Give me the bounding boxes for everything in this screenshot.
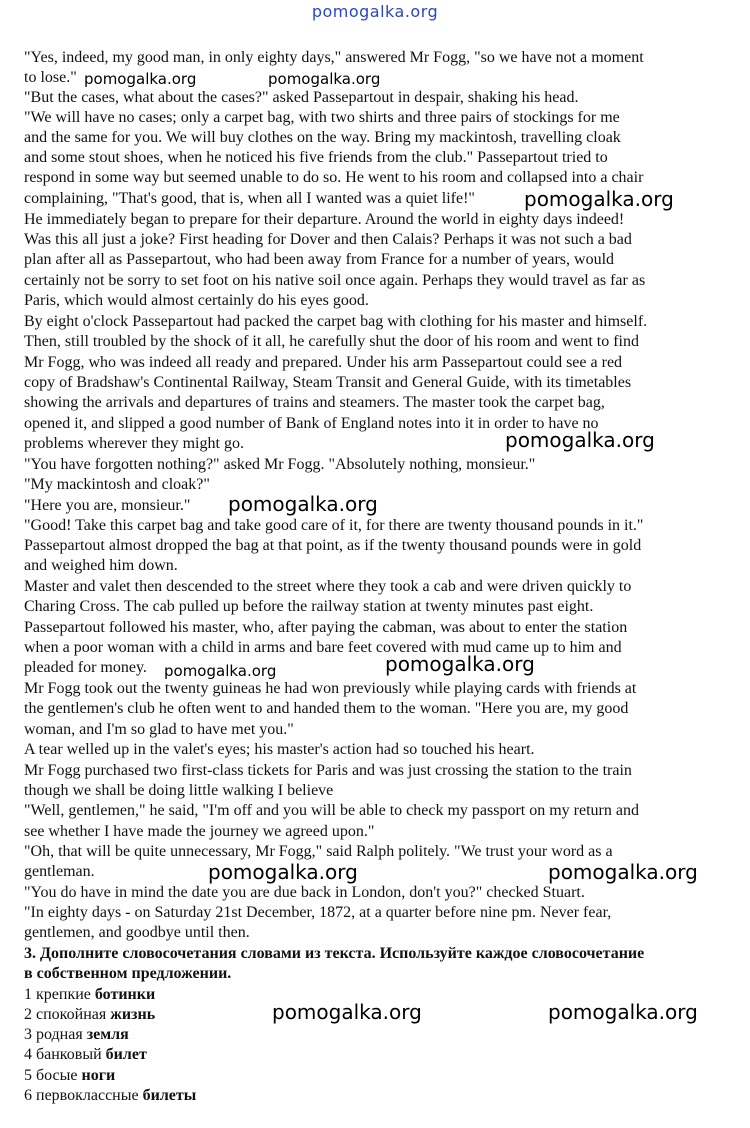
text-line: opened it, and slipped a good number of Bank of England notes into it in order to have no: [24, 415, 599, 432]
text-line: woman, and I'm so glad to have met you.": [24, 721, 294, 738]
watermark: pomogalka.org: [164, 662, 277, 680]
watermark: pomogalka.org: [268, 70, 381, 88]
text-line: certainly not be sorry to set foot on his native soil once again. Perhaps they would travel as far as: [24, 272, 646, 289]
text-line: gentlemen, and goodbye until then.: [24, 924, 250, 941]
text-line: He immediately began to prepare for their departure. Around the world in eighty days indeed!: [24, 211, 625, 228]
item-prefix: 2 спокойная: [24, 1006, 111, 1023]
text-line: Paris, which would almost certainly do his eyes good.: [24, 292, 369, 309]
text-line: "In eighty days - on Saturday 21st December, 1872, at a quarter before nine pm. Never fear,: [24, 904, 612, 921]
text-line: complaining, "That's good, that is, when all I wanted was a quiet life!": [24, 190, 475, 207]
exercise-heading: 3. Дополните словосочетания словами из текста. Используйте каждое словосочетание: [24, 945, 645, 962]
text-line: Mr Fogg purchased two first-class tickets for Paris and was just crossing the station to the train: [24, 762, 632, 779]
exercise-item: [24, 1066, 115, 1086]
header-watermark: pomogalka.org: [311, 2, 439, 21]
watermark: pomogalka.org: [524, 187, 674, 211]
text-line: "My mackintosh and cloak?": [24, 476, 210, 493]
text-line: Mr Fogg, who was indeed all ready and prepared. Under his arm Passepartout could see a red: [24, 354, 623, 371]
text-line: pleaded for money.: [24, 659, 147, 676]
text-line: "Yes, indeed, my good man, in only eighty days," answered Mr Fogg, "so we have not a moment: [24, 49, 644, 66]
text-line: and weighed him down.: [24, 557, 178, 574]
text-line: "Well, gentlemen," he said, "I'm off and you will be able to check my passport on my return and: [24, 802, 639, 819]
text-line: respond in some way but seemed unable to do so. He went to his room and collapsed into a chair: [24, 169, 644, 186]
text-line: "Oh, that will be quite unnecessary, Mr Fogg," said Ralph politely. "We trust your word as a: [24, 843, 613, 860]
watermark: pomogalka.org: [548, 860, 698, 884]
text-line: Was this all just a joke? First heading for Dover and then Calais? Perhaps it was not such a bad: [24, 231, 632, 248]
text-line: Then, still troubled by the shock of it all, he carefully shut the door of his room and went to find: [24, 333, 639, 350]
exercise-item: [24, 1086, 196, 1106]
watermark: pomogalka.org: [84, 70, 197, 88]
item-answer: земля: [86, 1026, 129, 1043]
exercise-item: [24, 985, 155, 1005]
exercise-item: [24, 1025, 129, 1045]
item-prefix: 3 родная: [24, 1026, 87, 1043]
watermark: pomogalka.org: [385, 652, 535, 676]
watermark: pomogalka.org: [548, 1000, 698, 1024]
text-line: Mr Fogg took out the twenty guineas he had won previously while playing cards with friends at: [24, 680, 637, 697]
text-line: A tear welled up in the valet's eyes; his master's action had so touched his heart.: [24, 741, 535, 758]
text-line: "Good! Take this carpet bag and take good care of it, for there are twenty thousand pounds in it.": [24, 517, 644, 534]
text-line: to lose.": [24, 69, 77, 86]
exercise-item: [24, 1005, 155, 1025]
item-prefix: 1 крепкие: [24, 986, 95, 1003]
text-line: Charing Cross. The cab pulled up before the railway station at twenty minutes past eight.: [24, 598, 594, 615]
text-line: copy of Bradshaw's Continental Railway, Steam Transit and General Guide, with its timetables: [24, 374, 632, 391]
text-line: "You have forgotten nothing?" asked Mr Fogg. "Absolutely nothing, monsieur.": [24, 456, 536, 473]
text-line: and some stout shoes, when he noticed his five friends from the club." Passepartout tried to: [24, 149, 608, 166]
text-line: plan after all as Passepartout, who had been away from France for a number of years, would: [24, 251, 615, 268]
item-prefix: 5 босые: [24, 1067, 82, 1084]
text-line: gentleman.: [24, 863, 95, 880]
item-prefix: 4 банковый: [24, 1046, 106, 1063]
watermark: pomogalka.org: [272, 1000, 422, 1024]
exercise-item: [24, 1045, 147, 1065]
text-line: "Here you are, monsieur.": [24, 497, 191, 514]
item-answer: ноги: [81, 1067, 116, 1084]
text-line: Passepartout followed his master, who, after paying the cabman, was about to enter the station: [24, 619, 628, 636]
text-line: Passepartout almost dropped the bag at that point, as if the twenty thousand pounds were in gold: [24, 537, 642, 554]
text-line: "But the cases, what about the cases?" asked Passepartout in despair, shaking his head.: [24, 89, 579, 106]
watermark: pomogalka.org: [208, 860, 358, 884]
item-answer: билеты: [142, 1087, 197, 1104]
item-prefix: 6 первоклассные: [24, 1087, 143, 1104]
watermark: pomogalka.org: [505, 428, 655, 452]
text-line: see whether I have made the journey we agreed upon.": [24, 823, 375, 840]
watermark: pomogalka.org: [228, 492, 378, 516]
text-line: showing the arrivals and departures of trains and steamers. The master took the carpet bag,: [24, 394, 605, 411]
text-line: "You do have in mind the date you are due back in London, don't you?" checked Stuart.: [24, 884, 585, 901]
text-line: problems wherever they might go.: [24, 435, 244, 452]
exercise-heading: в собственном предложении.: [24, 965, 232, 982]
text-line: and the same for you. We will buy clothes on the way. Bring my mackintosh, travelling cloak: [24, 129, 621, 146]
text-line: By eight o'clock Passepartout had packed the carpet bag with clothing for his master and himself.: [24, 313, 648, 330]
text-line: when a poor woman with a child in arms and bare feet covered with mud came up to him and: [24, 639, 622, 656]
text-line: "We will have no cases; only a carpet bag, with two shirts and three pairs of stockings for me: [24, 109, 620, 126]
text-line: the gentlemen's club he often went to and handed them to the woman. "Here you are, my good: [24, 700, 629, 717]
text-line: Master and valet then descended to the street where they took a cab and were driven quickly to: [24, 578, 632, 595]
text-line: though we shall be doing little walking I believe: [24, 782, 334, 799]
item-answer: билет: [105, 1046, 147, 1063]
item-answer: жизнь: [110, 1006, 156, 1023]
item-answer: ботинки: [94, 986, 156, 1003]
